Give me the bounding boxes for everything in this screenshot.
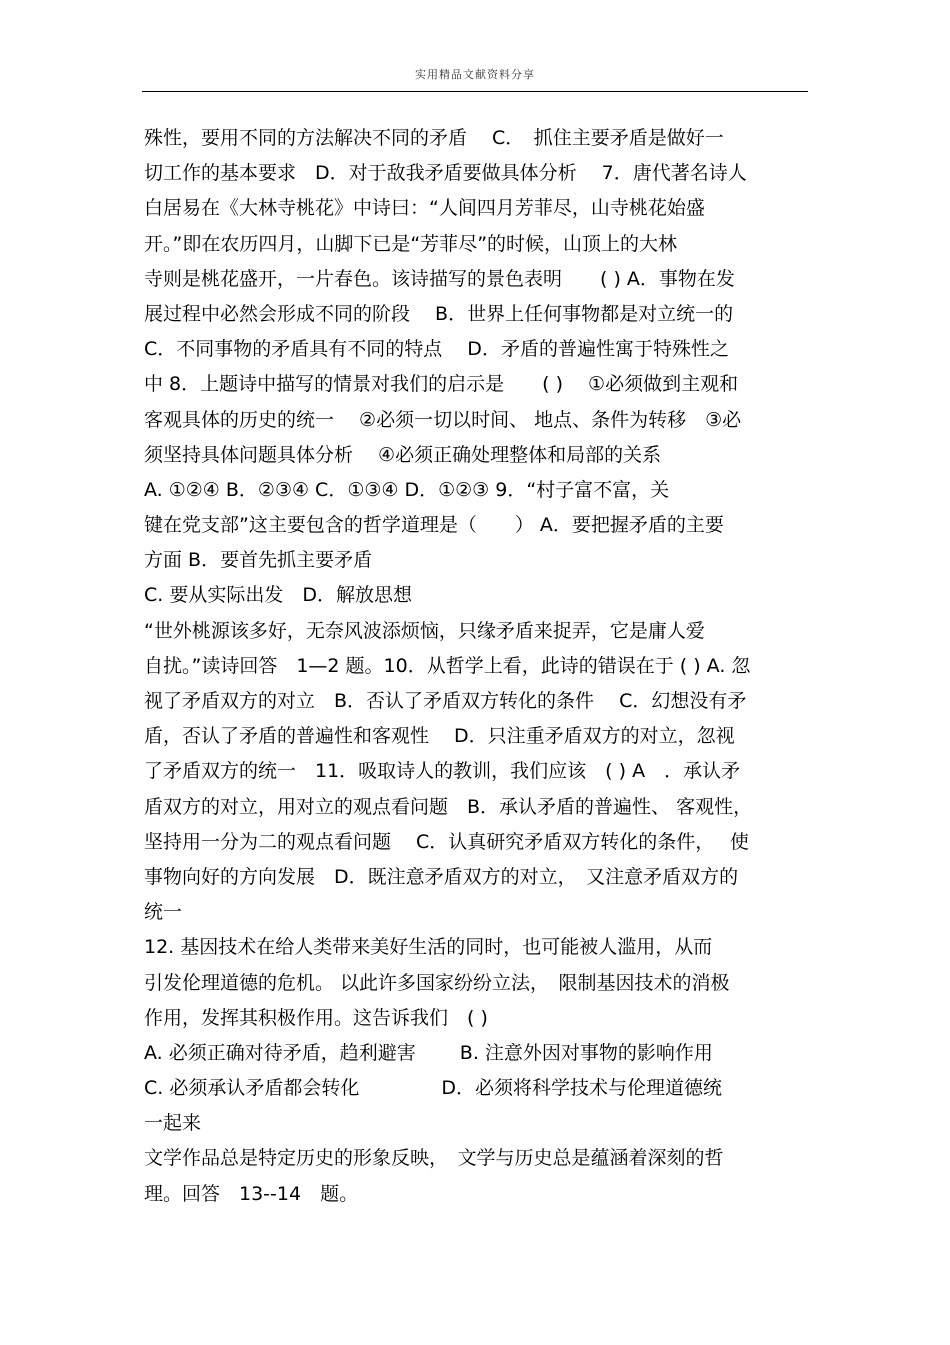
text-line: 文学作品总是特定历史的形象反映， 文学与历史总是蕴涵着深刻的哲 (144, 1147, 724, 1170)
text-line: 12. 基因技术在给人类带来美好生活的同时，也可能被人滥用，从而 (144, 936, 713, 959)
text-line: 寺则是桃花盛开，一片春色。该诗描写的景色表明 ( ) A．事物在发 (144, 267, 735, 290)
text-line: C．不同事物的矛盾具有不同的特点 D．矛盾的普遍性寓于特殊性之 (144, 338, 729, 361)
text-line: 一起来 (144, 1112, 202, 1135)
text-line: 盾双方的对立，用对立的观点看问题 B．承认矛盾的普遍性、 客观性， (144, 795, 753, 818)
text-line: 客观具体的历史的统一 ②必须一切以时间、 地点、条件为转移 ③必 (144, 408, 742, 431)
page-header-title: 实用精品文献资料分享 (415, 68, 535, 81)
text-line: A. ①②④ B．②③④ C．①③④ D．①②③ 9．“村子富不富，关 (144, 478, 670, 501)
text-line: 殊性，要用不同的方法解决不同的矛盾 C． 抓住主要矛盾是做好一 (144, 127, 724, 149)
text-line: 须坚持具体问题具体分析 ④必须正确处理整体和局部的关系 (144, 443, 662, 466)
text-line: A. 必须正确对待矛盾，趋利避害 B. 注意外因对事物的影响作用 (144, 1041, 713, 1064)
text-line: 盾，否认了矛盾的普遍性和客观性 D．只注重矛盾双方的对立，忽视 (144, 725, 735, 748)
text-line: C. 要从实际出发 D．解放思想 (144, 584, 412, 607)
text-line: 白居易在《大林寺桃花》中诗曰：“人间四月芳菲尽，山寺桃花始盛 (144, 197, 705, 220)
text-line: 坚持用一分为二的观点看问题 C．认真研究矛盾双方转化的条件， 使 (144, 830, 749, 853)
text-line: 视了矛盾双方的对立 B．否认了矛盾双方转化的条件 C．幻想没有矛 (144, 690, 747, 712)
text-line: 事物向好的方向发展 D．既注意矛盾双方的对立， 又注意矛盾双方的 (144, 865, 739, 888)
text-line: 自扰。”读诗回答 1—2 题。10．从哲学上看，此诗的错误在于 ( ) A. 忽 (144, 654, 751, 677)
text-line: 理。回答 13--14 题。 (144, 1182, 359, 1205)
text-line: 统一 (144, 901, 183, 924)
document-body (144, 121, 824, 1212)
text-line: 方面 B．要首先抓主要矛盾 (144, 549, 373, 572)
text-line: 展过程中必然会形成不同的阶段 B．世界上任何事物都是对立统一的 (144, 302, 734, 325)
text-line: 键在党支部”这主要包含的哲学道理是（ ） A．要把握矛盾的主要 (144, 514, 724, 537)
header-divider (142, 91, 808, 92)
text-line: 作用，发挥其积极作用。这告诉我们 ( ) (144, 1006, 488, 1029)
text-line: “世外桃源该多好，无奈风波添烦恼，只缘矛盾来捉弄，它是庸人爱 (144, 619, 705, 642)
text-line: 开。”即在农历四月，山脚下已是“芳菲尽”的时候，山顶上的大林 (144, 232, 678, 255)
text-line: C. 必须承认矛盾都会转化 D．必须将科学技术与伦理道德统 (144, 1077, 723, 1100)
text-line: 了矛盾双方的统一 11．吸取诗人的教训，我们应该 ( ) A ．承认矛 (144, 760, 741, 783)
text-line: 中 8．上题诗中描写的情景对我们的启示是 ( ) ①必须做到主观和 (144, 373, 739, 396)
text-line: 引发伦理道德的危机。 以此许多国家纷纷立法， 限制基因技术的消极 (144, 971, 730, 994)
text-line: 切工作的基本要求 D．对于敌我矛盾要做具体分析 7．唐代著名诗人 (144, 162, 747, 185)
